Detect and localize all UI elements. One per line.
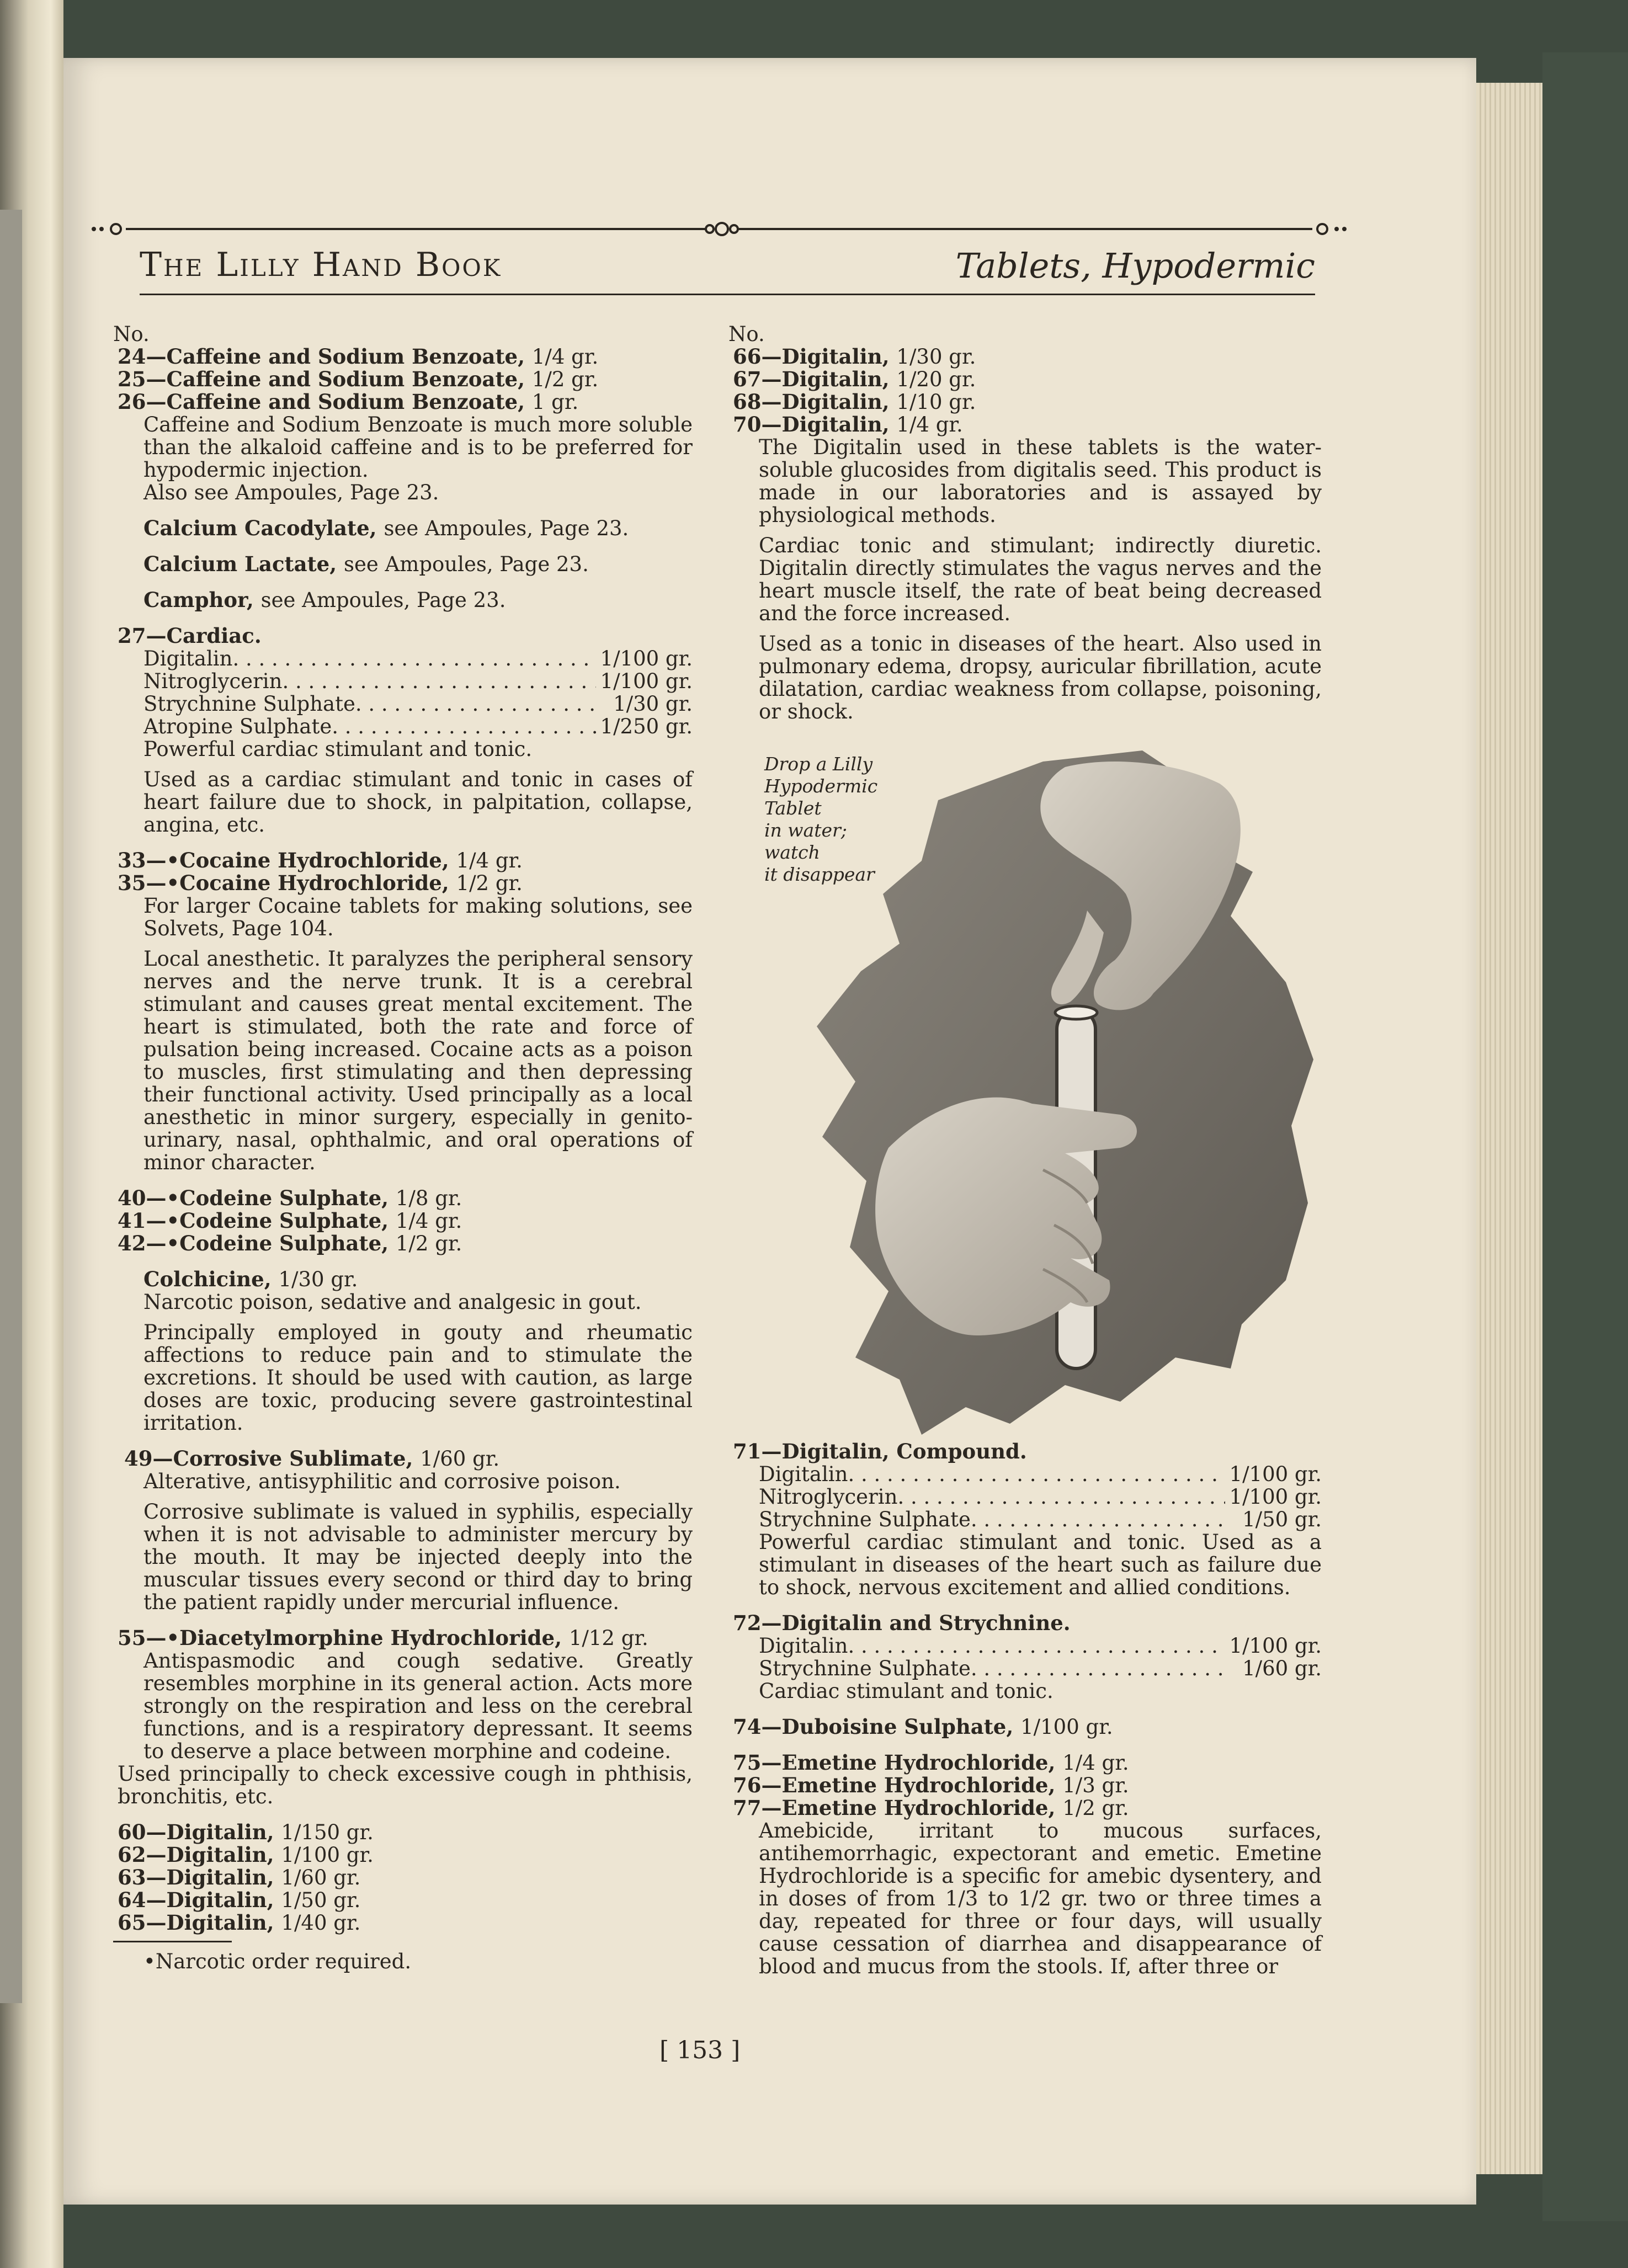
formula-row: Digitalin . . . 1/100 gr. bbox=[759, 1463, 1322, 1486]
left-column bbox=[113, 323, 693, 1973]
cardiac-formula bbox=[113, 647, 693, 738]
entry-72: 72—Digitalin and Strychnine. bbox=[733, 1611, 1071, 1635]
figure-caption: Drop a Lilly Hypodermic Tablet in water; watch it disappear bbox=[764, 753, 878, 885]
previous-page-edge bbox=[0, 210, 22, 2003]
cardiac-description: Powerful cardiac stimulant and tonic. bbox=[143, 737, 533, 761]
cocaine-description: Local anesthetic. It paralyzes the peripheral sensory nerves and the nerve trunk. It is a cerebral stimulant and causes great mental excitement. The heart is stimulated, both the rate and force of pulsation being increased. Cocaine acts as a poison to muscles, first stimulating and then depressing their functional activity. Used principally as a local anesthetic in minor surgery, especially in genito-urinary, nasal, ophthalmic, and oral operations of minor character. bbox=[143, 947, 693, 1174]
entry-63: 63—Digitalin, 1/60 gr. bbox=[118, 1865, 361, 1889]
digitalin-action: Cardiac tonic and stimulant; indirectly diuretic. Digitalin directly stimulates the vagus nerves and the heart muscle itself, the rate of beat being decreased and the force increased. bbox=[759, 534, 1322, 625]
cocaine-note: For larger Cocaine tablets for making solutions, see Solvets, Page 104. bbox=[143, 894, 693, 940]
emetine-description: Amebicide, irritant to mucous surfaces, antihemorrhagic, expectorant and emetic. Emetine Hydrochloride is a specific for amebic dysentery, and in doses of from 1/3 to 1/2 gr. two or three times a day, repeated for three or four days, will usually cause cessation of diarrhea and disappearance of blood and mucus from the stools. If, after three or bbox=[759, 1819, 1322, 1978]
entry-71: 71—Digitalin, Compound. bbox=[733, 1439, 1027, 1463]
entry-camphor: Camphor, see Ampoules, Page 23. bbox=[143, 588, 506, 612]
formula-row: Nitroglycerin . . . 1/100 gr. bbox=[759, 1486, 1322, 1508]
entry-64: 64—Digitalin, 1/50 gr. bbox=[118, 1888, 361, 1912]
formula-row: Digitalin . . . 1/100 gr. bbox=[143, 647, 693, 670]
entry-calcium-lactate: Calcium Lactate, see Ampoules, Page 23. bbox=[143, 552, 589, 576]
compound-formula bbox=[728, 1463, 1322, 1531]
header-rule bbox=[140, 294, 1315, 295]
entry-27: 27—Cardiac. bbox=[118, 624, 262, 648]
entry-68: 68—Digitalin, 1/10 gr. bbox=[733, 390, 976, 414]
footnote: •Narcotic order required. bbox=[143, 1950, 412, 1973]
formula-row: Digitalin . . . 1/100 gr. bbox=[759, 1635, 1322, 1657]
colchicine-usage: Principally employed in gouty and rheumatic affections to reduce pain and to stimulate the excretions. It should be used with caution, as large doses are toxic, producing severe gastrointestinal irritation. bbox=[143, 1321, 693, 1435]
section-title: Tablets, Hypodermic bbox=[955, 246, 1315, 286]
diacetylmorphine-usage: Used principally to check excessive cough in phthisis, bronchitis, etc. bbox=[118, 1762, 693, 1808]
entry-75: 75—Emetine Hydrochloride, 1/4 gr. bbox=[733, 1750, 1129, 1775]
digitalin-description: The Digitalin used in these tablets is the water-soluble glucosides from digitalis seed. This product is made in our laboratories and is assayed by physiological methods. bbox=[759, 435, 1322, 527]
entry-40: 40—•Codeine Sulphate, 1/8 gr. bbox=[118, 1186, 462, 1210]
formula-row: Atropine Sulphate . . . 1/250 gr. bbox=[143, 715, 693, 738]
entry-70: 70—Digitalin, 1/4 gr. bbox=[733, 412, 963, 436]
running-title: The Lilly Hand Book bbox=[140, 246, 502, 284]
entry-colchicine: Colchicine, 1/30 gr. bbox=[143, 1267, 358, 1291]
cardiac-usage: Used as a cardiac stimulant and tonic in cases of heart failure due to shock, in palpitation, collapse, angina, etc. bbox=[143, 768, 693, 837]
entry-26: 26—Caffeine and Sodium Benzoate, 1 gr. bbox=[118, 390, 579, 414]
strychnine-description: Cardiac stimulant and tonic. bbox=[759, 1679, 1054, 1703]
entry-76: 76—Emetine Hydrochloride, 1/3 gr. bbox=[733, 1773, 1129, 1797]
diacetylmorphine-description: Antispasmodic and cough sedative. Greatly resembles morphine in its general action. Acts more strongly on the respiration and less on the cerebral functions, and is a respiratory depressant. It seems to deserve a place between morphine and codeine. bbox=[143, 1649, 693, 1763]
formula-row: Strychnine Sulphate . . . 1/30 gr. bbox=[143, 693, 693, 715]
caffeine-see-also: Also see Ampoules, Page 23. bbox=[143, 481, 439, 504]
entry-33: 33—•Cocaine Hydrochloride, 1/4 gr. bbox=[118, 848, 523, 872]
entry-24: 24—Caffeine and Sodium Benzoate, 1/4 gr. bbox=[118, 344, 599, 369]
entry-35: 35—•Cocaine Hydrochloride, 1/2 gr. bbox=[118, 871, 523, 895]
entry-25: 25—Caffeine and Sodium Benzoate, 1/2 gr. bbox=[118, 367, 599, 391]
entry-67: 67—Digitalin, 1/20 gr. bbox=[733, 367, 976, 391]
footnote-rule bbox=[113, 1941, 232, 1942]
digitalin-usage: Used as a tonic in diseases of the heart. Also used in pulmonary edema, dropsy, auricular fibrillation, acute dilatation, cardiac weakness from collapse, poisoning, or shock. bbox=[759, 632, 1322, 723]
formula-row: Nitroglycerin . . . 1/100 gr. bbox=[143, 670, 693, 693]
no-label: No. bbox=[113, 322, 150, 346]
entry-77: 77—Emetine Hydrochloride, 1/2 gr. bbox=[733, 1796, 1129, 1820]
page-number: [ 153 ] bbox=[659, 2036, 741, 2064]
strychnine-formula bbox=[728, 1635, 1322, 1680]
entry-74: 74—Duboisine Sulphate, 1/100 gr. bbox=[733, 1715, 1113, 1739]
header-ornament bbox=[87, 221, 1351, 237]
corrosive-description: Alterative, antisyphilitic and corrosive poison. bbox=[143, 1470, 621, 1493]
no-label: No. bbox=[728, 322, 765, 346]
formula-row: Strychnine Sulphate . . . 1/60 gr. bbox=[759, 1657, 1322, 1680]
caffeine-description: Caffeine and Sodium Benzoate is much more soluble than the alkaloid caffeine and is to be preferred for hypodermic injection. bbox=[143, 413, 693, 482]
book-cover-edge bbox=[1542, 52, 1628, 2221]
colchicine-description: Narcotic poison, sedative and analgesic in gout. bbox=[143, 1290, 642, 1314]
entry-49: 49—Corrosive Sublimate, 1/60 gr. bbox=[124, 1446, 500, 1471]
corrosive-usage: Corrosive sublimate is valued in syphilis, especially when it is not advisable to administer mercury by the mouth. It may be injected deeply into the muscular tissues every second or third day to bring the patient rapidly under mercurial influence. bbox=[143, 1500, 693, 1614]
entry-calcium-cacodylate: Calcium Cacodylate, see Ampoules, Page 23. bbox=[143, 516, 629, 540]
entry-42: 42—•Codeine Sulphate, 1/2 gr. bbox=[118, 1231, 462, 1255]
entry-55: 55—•Diacetylmorphine Hydrochloride, 1/12 gr. bbox=[118, 1626, 648, 1650]
entry-60: 60—Digitalin, 1/150 gr. bbox=[118, 1820, 374, 1844]
compound-description: Powerful cardiac stimulant and tonic. Used as a stimulant in diseases of the heart such as failure due to shock, nervous excitement and allied conditions. bbox=[759, 1530, 1322, 1599]
page-stack-edge bbox=[1476, 83, 1542, 2174]
entry-41: 41—•Codeine Sulphate, 1/4 gr. bbox=[118, 1208, 462, 1233]
formula-row: Strychnine Sulphate . . . 1/50 gr. bbox=[759, 1508, 1322, 1531]
entry-62: 62—Digitalin, 1/100 gr. bbox=[118, 1843, 374, 1867]
entry-66: 66—Digitalin, 1/30 gr. bbox=[733, 344, 976, 369]
page-header bbox=[140, 246, 1315, 290]
entry-65: 65—Digitalin, 1/40 gr. bbox=[118, 1910, 361, 1935]
